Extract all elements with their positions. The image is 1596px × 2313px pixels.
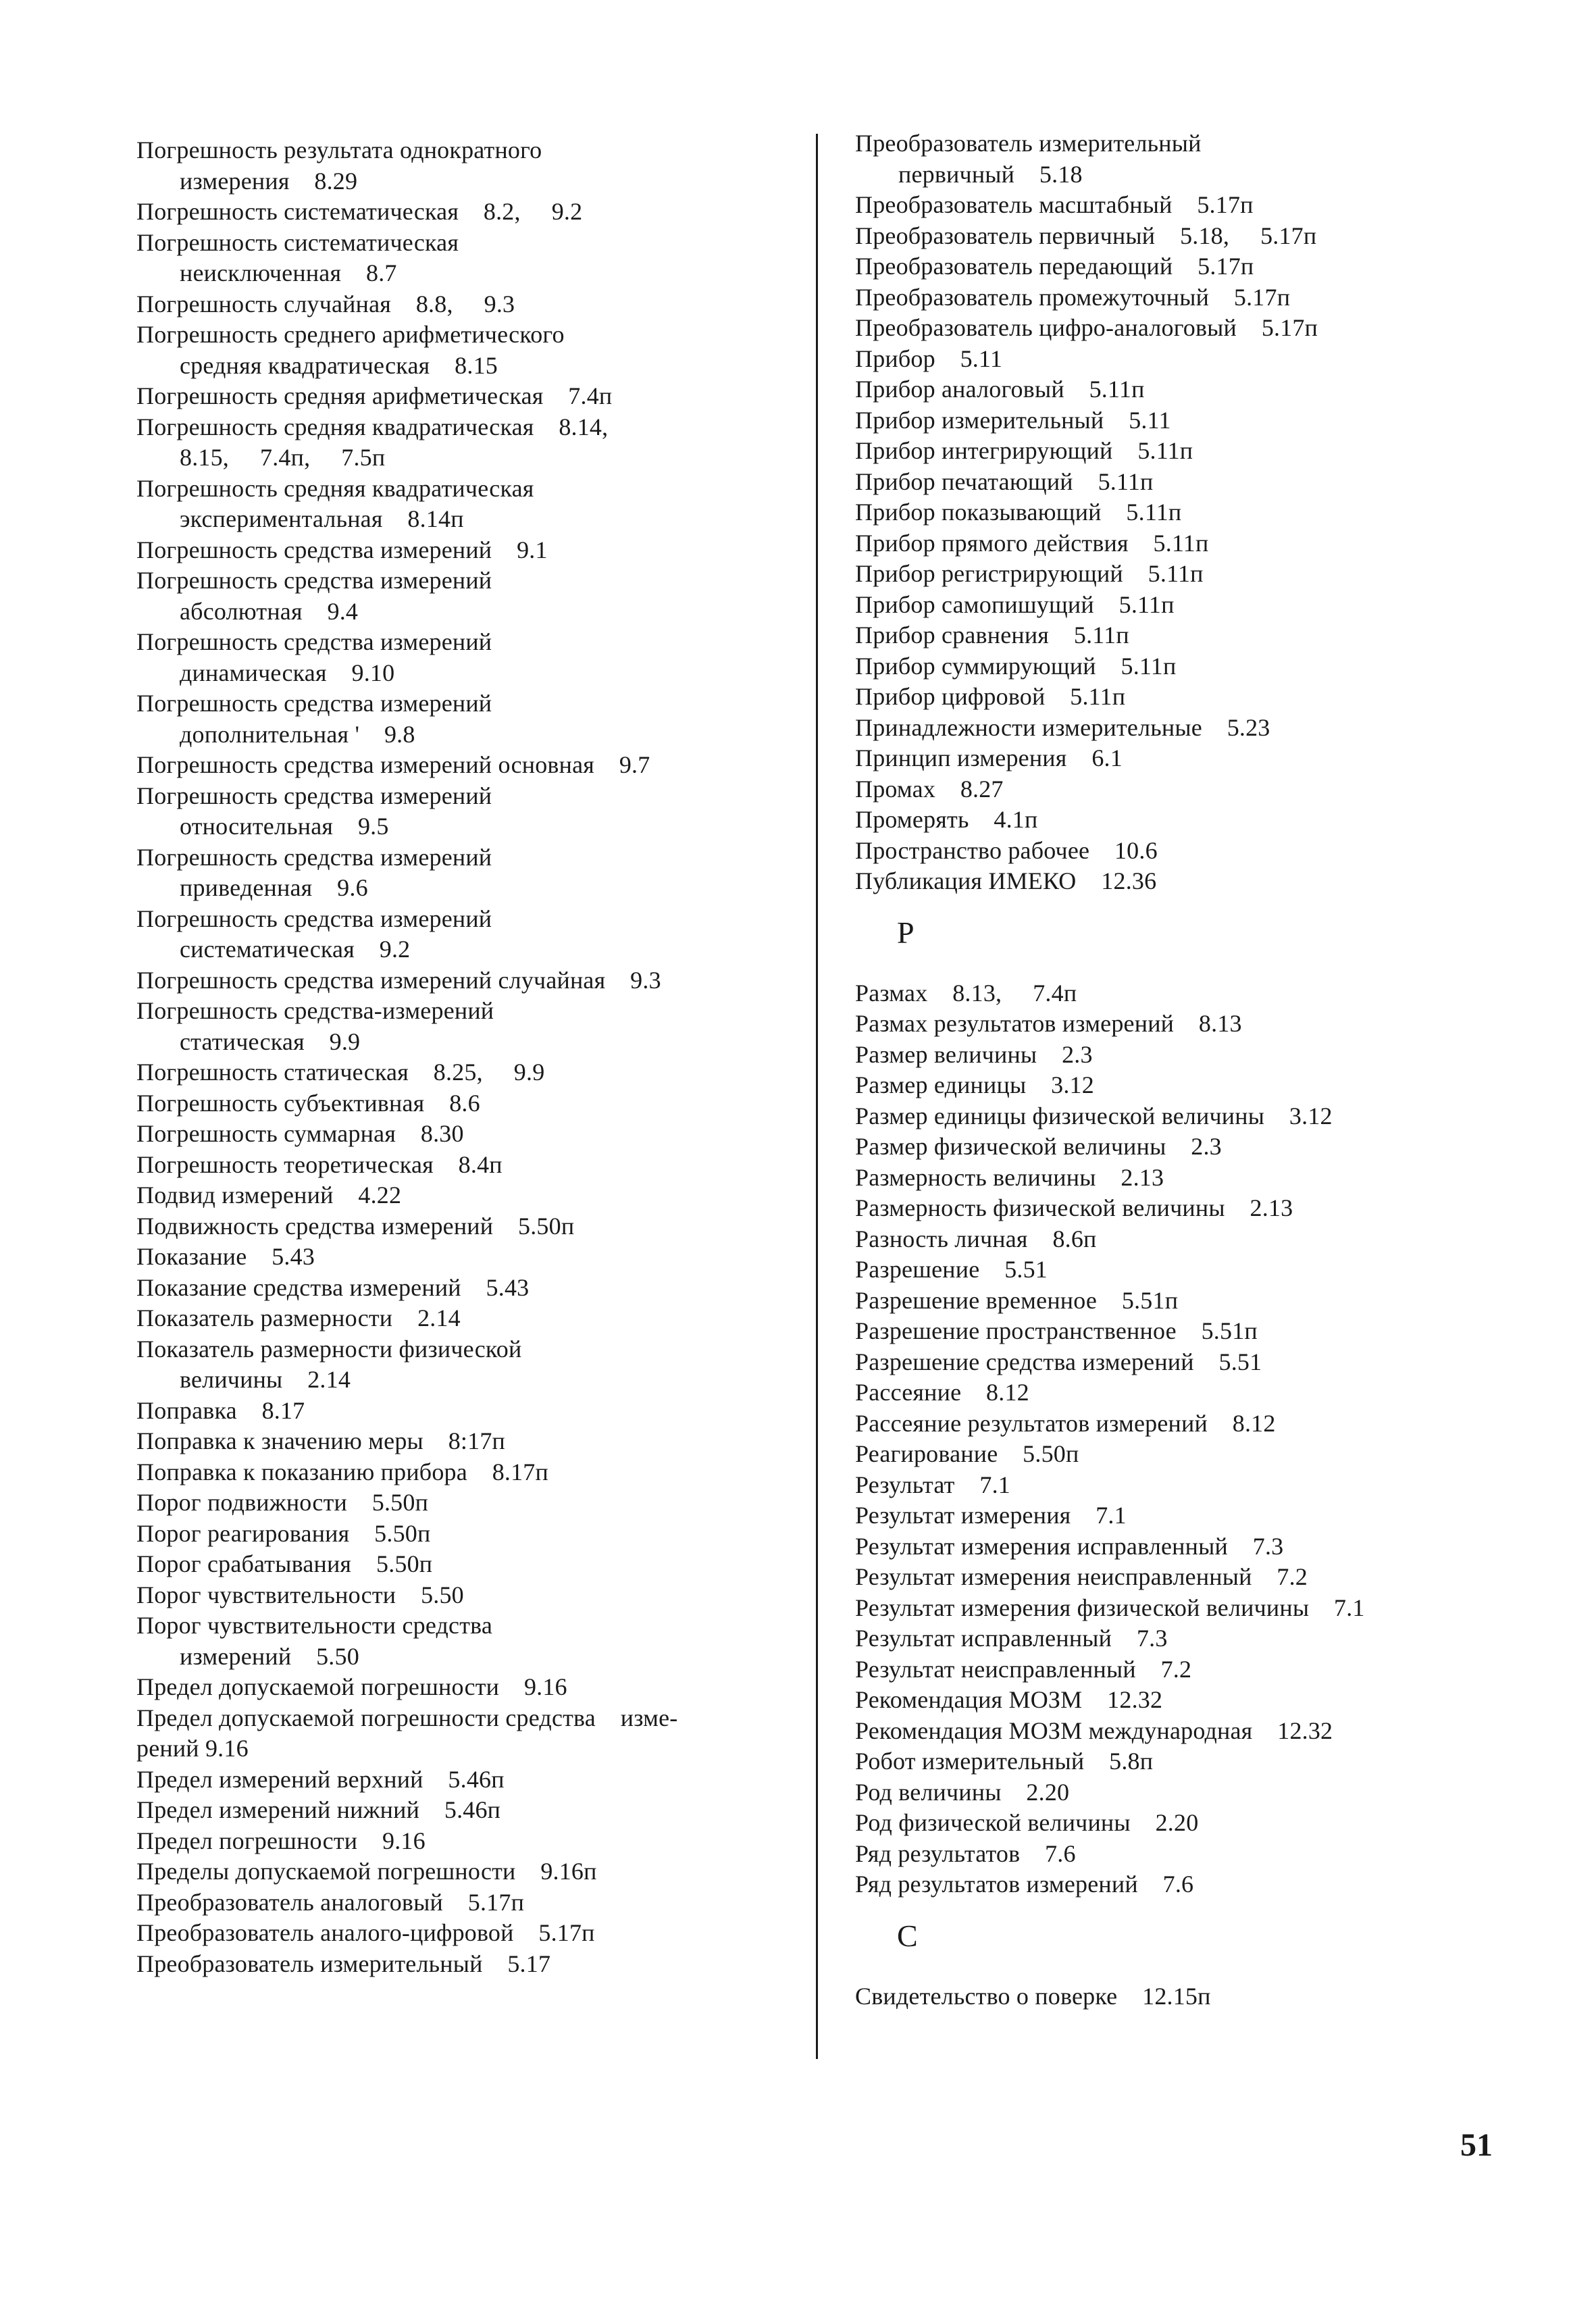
index-entry bbox=[855, 1777, 1530, 1808]
index-entry-term: Результат измерения исправленный 7.3 bbox=[855, 1532, 1284, 1560]
index-entry-term: Разность личная 8.6п bbox=[855, 1225, 1097, 1252]
index-entry-term: Прибор суммирующий 5.11п bbox=[855, 652, 1177, 680]
index-entry-term: Рекомендация МОЗМ 12.32 bbox=[855, 1686, 1163, 1713]
index-entry bbox=[855, 374, 1530, 405]
index-entry bbox=[855, 1746, 1530, 1777]
index-entry-term: Погрешность теоретическая 8.4п bbox=[136, 1150, 503, 1178]
index-entry bbox=[855, 221, 1530, 252]
index-entry bbox=[855, 836, 1530, 867]
index-entry-term: Погрешность средства измерений bbox=[136, 843, 492, 871]
index-entry-term: Погрешность средства измерений случайная 9.3 bbox=[136, 966, 661, 994]
index-entry bbox=[136, 197, 812, 228]
index-entry-term: Размерность физической величины 2.13 bbox=[855, 1194, 1293, 1221]
index-entry-term: Размер величины 2.3 bbox=[855, 1040, 1093, 1068]
index-entry-term: Прибор аналоговый 5.11п bbox=[855, 376, 1145, 403]
index-entry bbox=[136, 965, 812, 996]
index-entry-term: Прибор цифровой 5.11п bbox=[855, 683, 1126, 710]
index-entry bbox=[855, 1439, 1530, 1470]
index-entry bbox=[136, 1826, 812, 1857]
index-entry-continuation: рений 9.16 bbox=[136, 1735, 249, 1762]
index-entry bbox=[855, 128, 1530, 190]
index-entry-term: Порог подвижности 5.50п bbox=[136, 1489, 429, 1516]
index-entry bbox=[136, 1211, 812, 1242]
index-entry-term: Принадлежности измерительные 5.23 bbox=[855, 713, 1270, 741]
index-entry-term: Преобразователь измерительный 5.17 bbox=[136, 1950, 551, 1977]
index-entry-term: Погрешность суммарная 8.30 bbox=[136, 1120, 464, 1147]
index-entry-term: Результат неисправленный 7.2 bbox=[855, 1655, 1192, 1683]
index-entry-term: Предел допускаемой погрешности средства изме- bbox=[136, 1704, 678, 1731]
index-entry bbox=[136, 1580, 812, 1611]
index-entry bbox=[855, 1347, 1530, 1378]
index-entry bbox=[855, 805, 1530, 836]
index-entry bbox=[855, 1562, 1530, 1593]
index-entry-term: Преобразователь масштабный 5.17п bbox=[855, 191, 1254, 218]
index-entry bbox=[136, 1488, 812, 1519]
index-entry-term: Преобразователь цифро-аналоговый 5.17п bbox=[855, 314, 1318, 341]
index-column-left bbox=[136, 135, 812, 1979]
index-entry-continuation: первичный 5.18 bbox=[898, 160, 1083, 188]
section-letter-r: Р bbox=[897, 915, 915, 950]
index-entry bbox=[136, 412, 812, 474]
index-entry bbox=[855, 1286, 1530, 1317]
index-entry-term: Размах результатов измерений 8.13 bbox=[855, 1010, 1242, 1037]
index-entry bbox=[855, 344, 1530, 375]
index-entry bbox=[136, 1057, 812, 1088]
index-entry bbox=[136, 1180, 812, 1211]
index-entry-term: Промерять 4.1п bbox=[855, 806, 1038, 833]
index-entry bbox=[855, 559, 1530, 590]
index-entry bbox=[855, 682, 1530, 713]
index-entry-term: Погрешность систематическая bbox=[136, 228, 459, 256]
index-entry bbox=[855, 1040, 1530, 1071]
index-entry-term: Погрешность случайная 8.8, 9.3 bbox=[136, 290, 515, 317]
index-entry bbox=[855, 866, 1530, 897]
index-entry-term: Подвижность средства измерений 5.50п bbox=[136, 1212, 575, 1240]
index-entry-term: Рассеяние результатов измерений 8.12 bbox=[855, 1409, 1276, 1437]
section-letter-s: С bbox=[897, 1918, 918, 1953]
index-entry bbox=[136, 228, 812, 289]
index-entry-continuation: средняя квадратическая 8.15 bbox=[180, 351, 498, 379]
index-entry bbox=[136, 1273, 812, 1304]
index-entry-term: Пределы допускаемой погрешности 9.16п bbox=[136, 1858, 597, 1885]
index-entry-term: Погрешность средства измерений bbox=[136, 628, 492, 655]
index-entry-term: Порог чувствительности средства bbox=[136, 1612, 493, 1639]
index-section-p bbox=[855, 128, 1530, 897]
index-entry bbox=[855, 978, 1530, 1009]
index-entry bbox=[136, 1949, 812, 1980]
index-entry bbox=[855, 1254, 1530, 1286]
index-entry-term: Погрешность средняя арифметическая 7.4п bbox=[136, 382, 613, 409]
index-entry-term: Разрешение временное 5.51п bbox=[855, 1286, 1179, 1314]
index-entry-term: Род физической величины 2.20 bbox=[855, 1809, 1199, 1836]
index-entry-term: Прибор 5.11 bbox=[855, 345, 1003, 372]
index-entry bbox=[136, 842, 812, 904]
index-entry-term: Погрешность средства-измерений bbox=[136, 997, 494, 1024]
index-section-s bbox=[855, 1981, 1530, 2012]
index-entry-term: Рассеяние 8.12 bbox=[855, 1379, 1029, 1406]
index-entry bbox=[136, 781, 812, 842]
index-entry-term: Порог срабатывания 5.50п bbox=[136, 1550, 433, 1577]
index-entry-term: Погрешность субъективная 8.6 bbox=[136, 1089, 480, 1117]
index-entry-term: Поправка к показанию прибора 8.17п bbox=[136, 1458, 548, 1485]
index-section-r bbox=[855, 978, 1530, 1900]
index-entry-term: Прибор печатающий 5.11п bbox=[855, 467, 1154, 495]
index-entry-term: Ряд результатов 7.6 bbox=[855, 1839, 1076, 1867]
index-entry-term: Свидетельство о поверке 12.15п bbox=[855, 1982, 1211, 2010]
index-entry bbox=[855, 620, 1530, 651]
index-entry bbox=[855, 1593, 1530, 1624]
index-entry bbox=[136, 320, 812, 381]
index-entry-term: Реагирование 5.50п bbox=[855, 1440, 1079, 1467]
index-entry-term: Прибор самопишущий 5.11п bbox=[855, 590, 1175, 618]
index-entry bbox=[136, 1764, 812, 1796]
index-entry-term: Порог реагирования 5.50п bbox=[136, 1519, 431, 1547]
index-entry-term: Разрешение пространственное 5.51п bbox=[855, 1317, 1258, 1344]
index-entry-term: Погрешность средства измерений основная 9.7 bbox=[136, 751, 650, 778]
index-entry-term: Размер единицы 3.12 bbox=[855, 1071, 1094, 1098]
index-entry-term: Пространство рабочее 10.6 bbox=[855, 836, 1158, 864]
index-entry-continuation: абсолютная 9.4 bbox=[180, 597, 359, 625]
index-entry-term: Размах 8.13, 7.4п bbox=[855, 979, 1077, 1007]
index-entry-term: Преобразователь аналоговый 5.17п bbox=[136, 1888, 525, 1916]
index-entry-term: Показание средства измерений 5.43 bbox=[136, 1273, 530, 1301]
index-entry bbox=[136, 1672, 812, 1703]
index-entry bbox=[855, 1377, 1530, 1408]
index-entry-continuation: неисключенная 8.7 bbox=[180, 259, 397, 286]
index-entry bbox=[855, 1981, 1530, 2012]
column-divider bbox=[816, 134, 818, 2059]
index-entry-term: Результат измерения физической величины 7.1 bbox=[855, 1594, 1365, 1621]
index-entry bbox=[136, 381, 812, 412]
index-entry-term: Погрешность систематическая 8.2, 9.2 bbox=[136, 198, 583, 225]
index-entry bbox=[136, 1887, 812, 1918]
index-entry bbox=[136, 565, 812, 627]
index-entry bbox=[855, 1500, 1530, 1531]
index-entry bbox=[855, 1531, 1530, 1562]
index-entry bbox=[136, 1088, 812, 1119]
index-entry-term: Подвид измерений 4.22 bbox=[136, 1181, 402, 1209]
index-entry bbox=[136, 750, 812, 781]
index-entry bbox=[855, 1408, 1530, 1440]
index-entry-term: Предел измерений верхний 5.46п bbox=[136, 1765, 505, 1793]
index-entry-term: Предел измерений нижний 5.46п bbox=[136, 1796, 501, 1823]
index-entry bbox=[136, 1119, 812, 1150]
index-entry-term: Род величины 2.20 bbox=[855, 1778, 1070, 1806]
index-entry bbox=[855, 1316, 1530, 1347]
index-entry-continuation: динамическая 9.10 bbox=[180, 659, 395, 686]
index-entry-term: Прибор интегрирующий 5.11п bbox=[855, 437, 1193, 464]
index-entry-term: Прибор измерительный 5.11 bbox=[855, 406, 1171, 434]
index-entry bbox=[136, 1457, 812, 1488]
index-entry bbox=[855, 1224, 1530, 1255]
index-entry-term: Предел допускаемой погрешности 9.16 bbox=[136, 1673, 567, 1700]
index-entry bbox=[855, 1808, 1530, 1839]
index-entry-term: Размер физической величины 2.3 bbox=[855, 1133, 1222, 1160]
index-entry-term: Результат исправленный 7.3 bbox=[855, 1625, 1168, 1652]
index-entry-term: Размерность величины 2.13 bbox=[855, 1163, 1164, 1191]
index-column-right bbox=[855, 128, 1530, 2012]
index-entry-continuation: измерения 8.29 bbox=[180, 167, 358, 195]
index-entry-term: Преобразователь промежуточный 5.17п bbox=[855, 283, 1291, 311]
index-entry-continuation: 8.15, 7.4п, 7.5п bbox=[180, 444, 386, 471]
index-entry bbox=[136, 996, 812, 1057]
index-entry bbox=[136, 1150, 812, 1181]
index-entry bbox=[136, 1303, 812, 1334]
page-number: 51 bbox=[1460, 2127, 1493, 2163]
index-entry bbox=[136, 135, 812, 197]
index-entry bbox=[855, 1163, 1530, 1194]
index-entry-term: Погрешность средства измерений 9.1 bbox=[136, 536, 548, 563]
index-entry-term: Ряд результатов измерений 7.6 bbox=[855, 1871, 1194, 1898]
index-entry bbox=[855, 1193, 1530, 1224]
index-entry bbox=[855, 1716, 1530, 1747]
index-entry-term: Предел погрешности 9.16 bbox=[136, 1827, 426, 1854]
index-entry-term: Погрешность средняя квадратическая bbox=[136, 474, 534, 502]
index-entry-term: Публикация ИМЕКО 12.36 bbox=[855, 867, 1157, 894]
index-entry-continuation: экспериментальная 8.14п bbox=[180, 505, 464, 532]
index-entry bbox=[136, 474, 812, 535]
index-entry bbox=[136, 904, 812, 965]
index-entry bbox=[855, 436, 1530, 467]
index-entry-term: Показание 5.43 bbox=[136, 1243, 315, 1270]
index-entry bbox=[855, 1839, 1530, 1870]
index-entry bbox=[136, 1242, 812, 1273]
index-entry-term: Показатель размерности 2.14 bbox=[136, 1304, 461, 1331]
index-entry-term: Результат измерения неисправленный 7.2 bbox=[855, 1563, 1308, 1590]
index-entry-term: Прибор сравнения 5.11п bbox=[855, 621, 1129, 649]
index-entry-term: Показатель размерности физической bbox=[136, 1335, 522, 1363]
index-entry bbox=[855, 467, 1530, 498]
index-entry bbox=[136, 1856, 812, 1887]
index-entry bbox=[136, 1795, 812, 1826]
index-entry-term: Результат 7.1 bbox=[855, 1471, 1011, 1498]
index-entry-term: Результат измерения 7.1 bbox=[855, 1502, 1127, 1529]
index-entry-term: Робот измерительный 5.8п bbox=[855, 1748, 1154, 1775]
index-entry-term: Размер единицы физической величины 3.12 bbox=[855, 1102, 1333, 1129]
index-entry-term: Преобразователь первичный 5.18, 5.17п bbox=[855, 222, 1317, 249]
index-entry bbox=[136, 1610, 812, 1672]
index-entry-term: Погрешность средства измерений bbox=[136, 905, 492, 932]
index-entry-term: Поправка к значению меры 8:17п bbox=[136, 1427, 506, 1454]
index-entry-term: Прибор прямого действия 5.11п bbox=[855, 529, 1209, 557]
index-entry bbox=[855, 1869, 1530, 1900]
index-entry bbox=[855, 1470, 1530, 1501]
index-entry-term: Погрешность средства измерений bbox=[136, 782, 492, 809]
index-entry-term: Преобразователь передающий 5.17п bbox=[855, 253, 1254, 280]
index-entry-term: Прибор показывающий 5.11п bbox=[855, 499, 1182, 526]
index-entry bbox=[855, 313, 1530, 344]
index-entry-term: Поправка 8.17 bbox=[136, 1396, 305, 1424]
index-entry-continuation: статическая 9.9 bbox=[180, 1027, 361, 1055]
index-entry bbox=[855, 528, 1530, 559]
index-entry-term: Принцип измерения 6.1 bbox=[855, 744, 1123, 771]
index-entry bbox=[855, 251, 1530, 282]
index-entry-term: Погрешность статическая 8.25, 9.9 bbox=[136, 1059, 545, 1086]
index-entry bbox=[855, 590, 1530, 621]
index-entry-term: Прибор регистрирующий 5.11п bbox=[855, 560, 1204, 587]
index-entry bbox=[136, 1396, 812, 1427]
index-entry-term: Погрешность среднего арифметического bbox=[136, 321, 565, 348]
index-entry-term: Порог чувствительности 5.50 bbox=[136, 1581, 464, 1608]
index-entry bbox=[136, 1426, 812, 1457]
index-entry bbox=[855, 774, 1530, 805]
index-entry-continuation: дополнительная ' 9.8 bbox=[180, 720, 415, 748]
index-entry-continuation: измерений 5.50 bbox=[180, 1642, 359, 1670]
index-entry bbox=[136, 627, 812, 688]
index-entry-term: Преобразователь измерительный bbox=[855, 130, 1202, 157]
index-entry bbox=[855, 282, 1530, 313]
index-entry bbox=[136, 289, 812, 320]
index-entry bbox=[855, 1009, 1530, 1040]
index-entry bbox=[855, 497, 1530, 528]
index-entry-term: Промах 8.27 bbox=[855, 775, 1004, 803]
index-entry bbox=[855, 743, 1530, 774]
index-entry bbox=[855, 651, 1530, 682]
index-entry bbox=[855, 405, 1530, 436]
index-entry bbox=[136, 1334, 812, 1396]
index-entry-continuation: относительная 9.5 bbox=[180, 813, 389, 840]
index-entry-continuation: величины 2.14 bbox=[180, 1366, 351, 1393]
index-entry bbox=[855, 1132, 1530, 1163]
index-entry bbox=[855, 1623, 1530, 1654]
index-entry bbox=[136, 1549, 812, 1580]
index-entry bbox=[136, 535, 812, 566]
index-entry bbox=[136, 688, 812, 750]
index-entry bbox=[136, 1703, 812, 1764]
index-entry-term: Разрешение 5.51 bbox=[855, 1256, 1048, 1283]
index-entry-term: Погрешность средства измерений bbox=[136, 567, 492, 594]
index-entry bbox=[855, 190, 1530, 221]
index-entry bbox=[855, 1101, 1530, 1132]
index-entry bbox=[855, 1654, 1530, 1685]
index-entry bbox=[855, 1070, 1530, 1101]
index-entry bbox=[136, 1918, 812, 1949]
index-entry bbox=[855, 713, 1530, 744]
index-entry-term: Преобразователь аналого-цифровой 5.17п bbox=[136, 1919, 595, 1946]
index-entry-term: Погрешность средняя квадратическая 8.14, bbox=[136, 413, 609, 440]
index-entry-term: Рекомендация МОЗМ международная 12.32 bbox=[855, 1717, 1333, 1744]
index-entry-term: Погрешность результата однократного bbox=[136, 136, 542, 163]
index-entry-continuation: систематическая 9.2 bbox=[180, 936, 411, 963]
index-entry-term: Погрешность средства измерений bbox=[136, 690, 492, 717]
index-entry-term: Разрешение средства измерений 5.51 bbox=[855, 1348, 1262, 1375]
index-entry bbox=[855, 1685, 1530, 1716]
index-entry bbox=[136, 1519, 812, 1550]
index-entry-continuation: приведенная 9.6 bbox=[180, 874, 368, 901]
